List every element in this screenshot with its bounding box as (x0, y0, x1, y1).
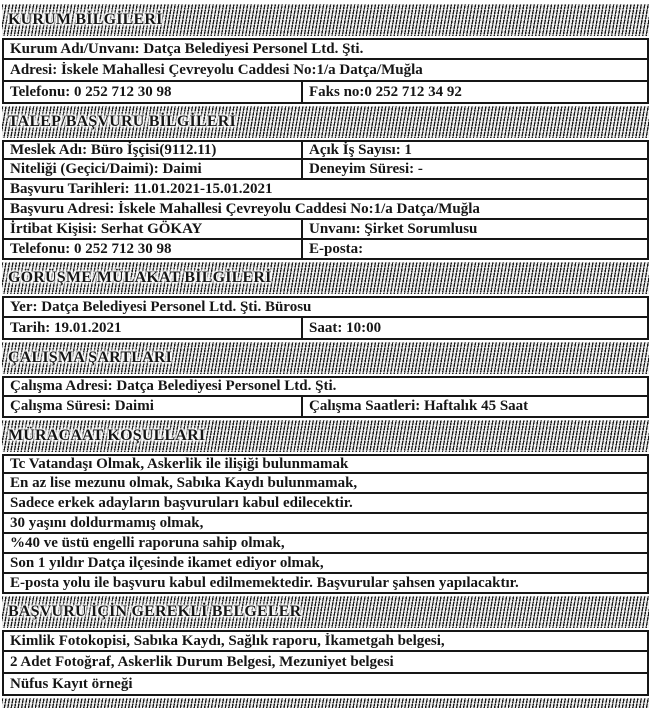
adres-cell: Adresi: İskele Mahallesi Çevreyolu Caddesi No:1/a Datça/Muğla (10, 61, 423, 78)
yer-cell: Yer: Datça Belediyesi Personel Ltd. Şti. Bürosu (10, 298, 312, 315)
calisma-suresi-cell: Çalışma Süresi: Daimi (4, 397, 303, 416)
calisma-adresi-cell: Çalışma Adresi: Datça Belediyesi Personel Ltd. Şti. (10, 378, 337, 394)
table-row (2, 180, 649, 200)
table-row (2, 60, 649, 82)
kosul-cell: En az lise mezunu olmak, Sabıka Kaydı bulunmamak, (10, 474, 358, 491)
table-row (2, 296, 649, 318)
calisma-saatleri-cell: Çalışma Saatleri: Haftalık 45 Saat (309, 398, 529, 414)
basvuru-tarihleri-cell: Başvuru Tarihleri: 11.01.2021-15.01.2021 (10, 180, 273, 197)
table-row (2, 514, 649, 534)
telefon-cell: Telefonu: 0 252 712 30 98 (4, 82, 303, 102)
eposta-cell: E-posta: (309, 240, 364, 257)
section-kurum-bilgileri-rows (2, 38, 649, 104)
table-row (2, 554, 649, 574)
section-header-muracaat-kosullari (2, 420, 649, 452)
table-row (2, 674, 649, 696)
table-row (2, 630, 649, 652)
section-header-label: TALEP/BAŞVURU BİLGİLERİ (8, 113, 236, 130)
table-row (2, 574, 649, 594)
table-row (2, 534, 649, 554)
section-muracaat-rows (2, 454, 649, 594)
section-header-label: MÜRACAAT KOŞULLARI (8, 427, 206, 444)
tarih-cell: Tarih: 19.01.2021 (4, 318, 303, 338)
telefon-cell: Telefonu: 0 252 712 30 98 (4, 240, 303, 258)
table-row (2, 240, 649, 260)
kosul-cell: 30 yaşını doldurmamış olmak, (10, 514, 204, 531)
section-talep-basvuru-rows (2, 140, 649, 260)
kosul-cell: %40 ve üstü engelli raporuna sahip olmak, (10, 534, 285, 551)
table-row (2, 38, 649, 60)
table-row (2, 474, 649, 494)
table-row (2, 494, 649, 514)
acik-is-sayisi-cell: Açık İş Sayısı: 1 (309, 141, 412, 158)
section-calisma-rows (2, 376, 649, 418)
saat-cell: Saat: 10:00 (309, 319, 382, 336)
belge-cell: Nüfus Kayıt örneği (10, 675, 133, 692)
section-header-talep-basvuru-bilgileri (2, 106, 649, 138)
table-row (2, 160, 649, 180)
section-header-label: ÇALIŞMA ŞARTLARI (8, 349, 173, 366)
table-row (2, 82, 649, 104)
table-row (2, 652, 649, 674)
deneyim-suresi-cell: Deneyim Süresi: - (309, 160, 423, 177)
kosul-cell: Tc Vatandaşı Olmak, Askerlik ile ilişiği bulunmamak (10, 455, 349, 472)
basvuru-adresi-cell: Başvuru Adresi: İskele Mahallesi Çevreyolu Caddesi No:1/a Datça/Muğla (10, 200, 480, 217)
niteligi-cell: Niteliği (Geçici/Daimi): Daimi (4, 160, 303, 178)
table-row (2, 140, 649, 160)
table-row (2, 376, 649, 397)
section-header-label: GÖRÜŞME/MÜLAKAT BİLGİLERİ (8, 269, 272, 286)
section-header-calisma-sartlari (2, 342, 649, 374)
irtibat-kisisi-cell: İrtibat Kişisi: Serhat GÖKAY (4, 220, 303, 238)
section-header-label: BAŞVURU İÇİN GEREKLİ BELGELER (8, 603, 302, 620)
section-header-gorusme-mulakat-bilgileri (2, 262, 649, 294)
kurum-adi-cell: Kurum Adı/Unvanı: Datça Belediyesi Personel Ltd. Şti. (10, 40, 364, 57)
belge-cell: 2 Adet Fotoğraf, Askerlik Durum Belgesi, Mezuniyet belgesi (10, 653, 394, 670)
table-row (2, 220, 649, 240)
section-header-label: KURUM BİLGİLERİ (8, 11, 163, 28)
faks-cell: Faks no:0 252 712 34 92 (309, 83, 462, 100)
table-row (2, 397, 649, 418)
section-gorusme-rows (2, 296, 649, 340)
belge-cell: Kimlik Fotokopisi, Sabıka Kaydı, Sağlık raporu, İkametgah belgesi, (10, 632, 445, 649)
section-belgeler-rows (2, 630, 649, 696)
section-header-kurum-bilgileri (2, 4, 649, 36)
section-header-basvuru-icin-gerekli-belgeler (2, 596, 649, 628)
meslek-adi-cell: Meslek Adı: Büro İşçisi(9112.11) (4, 142, 303, 158)
unvani-cell: Unvanı: Şirket Sorumlusu (309, 220, 478, 237)
kosul-cell: E-posta yolu ile başvuru kabul edilmemektedir. Başvurular şahsen yapılacaktır. (10, 574, 519, 591)
kosul-cell: Son 1 yıldır Datça ilçesinde ikamet ediyor olmak, (10, 554, 324, 571)
kosul-cell: Sadece erkek adayların başvuruları kabul edilecektir. (10, 494, 353, 511)
table-row (2, 318, 649, 340)
table-row (2, 454, 649, 474)
scanned-job-posting-document (2, 0, 649, 708)
table-row (2, 200, 649, 220)
